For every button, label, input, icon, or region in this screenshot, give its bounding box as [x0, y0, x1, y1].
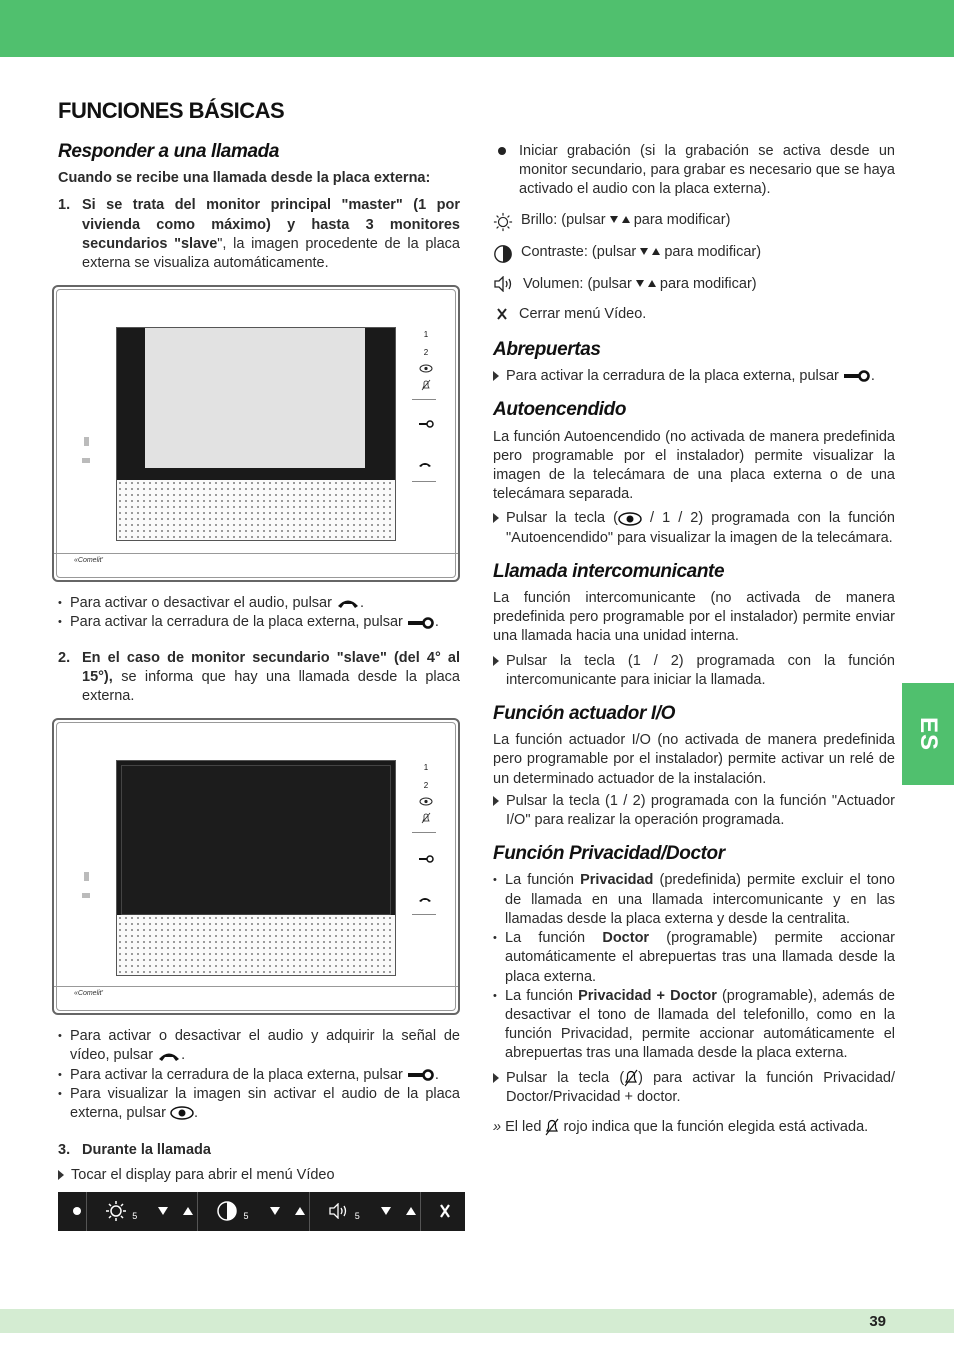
page-title: FUNCIONES BÁSICAS — [58, 98, 285, 123]
key-icon — [407, 617, 435, 629]
monitor-illustration-slave: 1 2 «Comelit' — [52, 718, 460, 1015]
handset-icon — [336, 597, 360, 609]
eye-icon — [414, 361, 438, 379]
video-menu-legend: Iniciar grabación (si la grabación se activa desde un monitor secundario, para grabar es necesario que se haya activado el audio con la placa externa). Brillo: (pulsar para modificar) Contraste: (pulsar para modificar) Volumen: (pulsar para modificar) Cerrar menú Vídeo. — [493, 142, 895, 324]
step-1: 1. Si se trata del monitor principal "master" (1 por vivienda como máximo) y hasta 3 monitores secundarios "slave", la imagen procedente de la placa externa se visualiza automáticamente. — [58, 197, 460, 272]
increase-arrow[interactable] — [406, 1207, 416, 1215]
left-column — [58, 142, 460, 1231]
brightness-control[interactable]: 5 — [101, 1192, 198, 1231]
contrast-icon — [216, 1200, 238, 1222]
intercomunicante-text: La función intercomunicante (no activada de manera predefinida pero programable por el instalador) permite enviar una llamada hacia una unidad interna. — [493, 590, 895, 645]
comelit-logo: «Comelit' — [74, 990, 103, 998]
key-icon — [418, 850, 434, 869]
record-icon — [493, 142, 511, 155]
page-number: 39 — [869, 1313, 886, 1330]
privacy-icon — [624, 1069, 638, 1087]
eye-icon — [170, 1106, 194, 1120]
privacy-icon — [414, 379, 438, 397]
comelit-logo: «Comelit' — [74, 557, 103, 565]
abrepuertas-arrow: Para activar la cerradura de la placa externa, pulsar . — [493, 367, 895, 386]
handset-icon — [418, 455, 432, 474]
decrease-arrow[interactable] — [270, 1207, 280, 1215]
key-icon — [843, 370, 871, 382]
right-column — [493, 142, 895, 1137]
monitor-illustration-master: 1 2 «Comelit' — [52, 285, 460, 582]
step-3: 3. Durante la llamada — [58, 1142, 211, 1159]
privacidad-arrow: Pulsar la tecla ( ) para activar la función Privacidad/ Doctor/Privacidad + doctor. — [493, 1069, 895, 1107]
contrast-icon — [493, 243, 513, 264]
brightness-icon — [493, 211, 513, 232]
heading-actuador: Función actuador I/O — [493, 703, 676, 725]
eye-icon — [414, 794, 438, 812]
volume-control[interactable]: 5 — [324, 1192, 421, 1231]
decrease-arrow[interactable] — [158, 1207, 168, 1215]
intro-text: Cuando se recibe una llamada desde la placa externa: — [58, 170, 431, 187]
handset-icon — [157, 1050, 181, 1062]
brightness-icon — [105, 1200, 127, 1222]
step-2: 2. En el caso de monitor secundario "slave" (del 4° al 15°), se informa que hay una llamada desde la placa externa. — [58, 649, 460, 705]
close-menu-button[interactable] — [435, 1192, 455, 1231]
actuador-text: La función actuador I/O (no activada de manera predefinida pero programable por el instalador) permite activar un relé de un determinado actuador de la instalación. — [493, 732, 895, 787]
heading-intercomunicante: Llamada intercomunicante — [493, 560, 725, 582]
volume-icon — [328, 1203, 350, 1219]
led-note: » El led rojo indica que la función elegida está activada. — [493, 1118, 869, 1135]
top-color-bar — [0, 0, 954, 57]
autoencendido-text: La función Autoencendido (no activada de manera predefinida pero programable por el instalador) permite visualizar la imagen de la telecámara de una placa externa o de una telecámara separada. — [493, 428, 895, 503]
contrast-control[interactable]: 5 — [212, 1192, 309, 1231]
close-icon — [439, 1204, 451, 1218]
key-icon — [418, 415, 434, 434]
heading-autoencendido: Autoencendido — [493, 399, 627, 421]
video-menu-toolbar — [58, 1192, 465, 1231]
increase-arrow[interactable] — [295, 1207, 305, 1215]
heading-responder: Responder a una llamada — [58, 141, 279, 162]
privacy-icon — [545, 1118, 559, 1136]
heading-privacidad: Función Privacidad/Doctor — [493, 843, 725, 865]
intercomunicante-arrow: Pulsar la tecla (1 / 2) programada con la función intercomunicante para iniciar la llamada. — [493, 652, 895, 690]
heading-abrepuertas: Abrepuertas — [493, 339, 601, 361]
key-icon — [407, 1069, 435, 1081]
privacy-icon — [414, 812, 438, 830]
eye-icon — [618, 512, 642, 526]
actuador-arrow: Pulsar la tecla (1 / 2) programada con la función "Actuador I/O" para realizar la operación programada. — [493, 792, 895, 830]
step-2-bullets: • Para activar o desactivar el audio y adquirir la señal de vídeo, pulsar . • Para activar la cerradura de la placa externa, pulsar . • Para visualizar la imagen sin activar el audio de la placa externa, pulsar . — [58, 1027, 460, 1123]
privacidad-bullets: • La función Privacidad (predefinida) permite excluir el tono de llamada en una llamada intercomunicante y en las llamadas desde la placa externa y desde la centralita. • La función Doctor (programable) permite accionar automáticamente el abrepuertas tras una llamada desde la placa externa. • La función Privacidad + Doctor (programable), además de desactivar el tono de llamada del telefonillo, como en la función Privacidad, permite accionar automáticamente el abrepuertas tras una llamada desde la placa externa. — [493, 871, 895, 1063]
increase-arrow[interactable] — [183, 1207, 193, 1215]
close-icon — [493, 305, 511, 320]
record-button[interactable] — [68, 1192, 87, 1231]
language-tab: ES — [902, 683, 954, 785]
handset-icon — [418, 890, 432, 909]
decrease-arrow[interactable] — [381, 1207, 391, 1215]
autoencendido-arrow: Pulsar la tecla ( / 1 / 2) programada con la función "Autoencendido" para visualizar la imagen de la telecámara. — [493, 509, 895, 547]
step-3-arrow: Tocar el display para abrir el menú Vídeo — [58, 1166, 460, 1185]
step-1-bullets: • Para activar o desactivar el audio, pulsar . • Para activar la cerradura de la placa externa, pulsar . — [58, 594, 460, 632]
volume-icon — [493, 275, 515, 292]
bottom-color-bar — [0, 1309, 954, 1333]
